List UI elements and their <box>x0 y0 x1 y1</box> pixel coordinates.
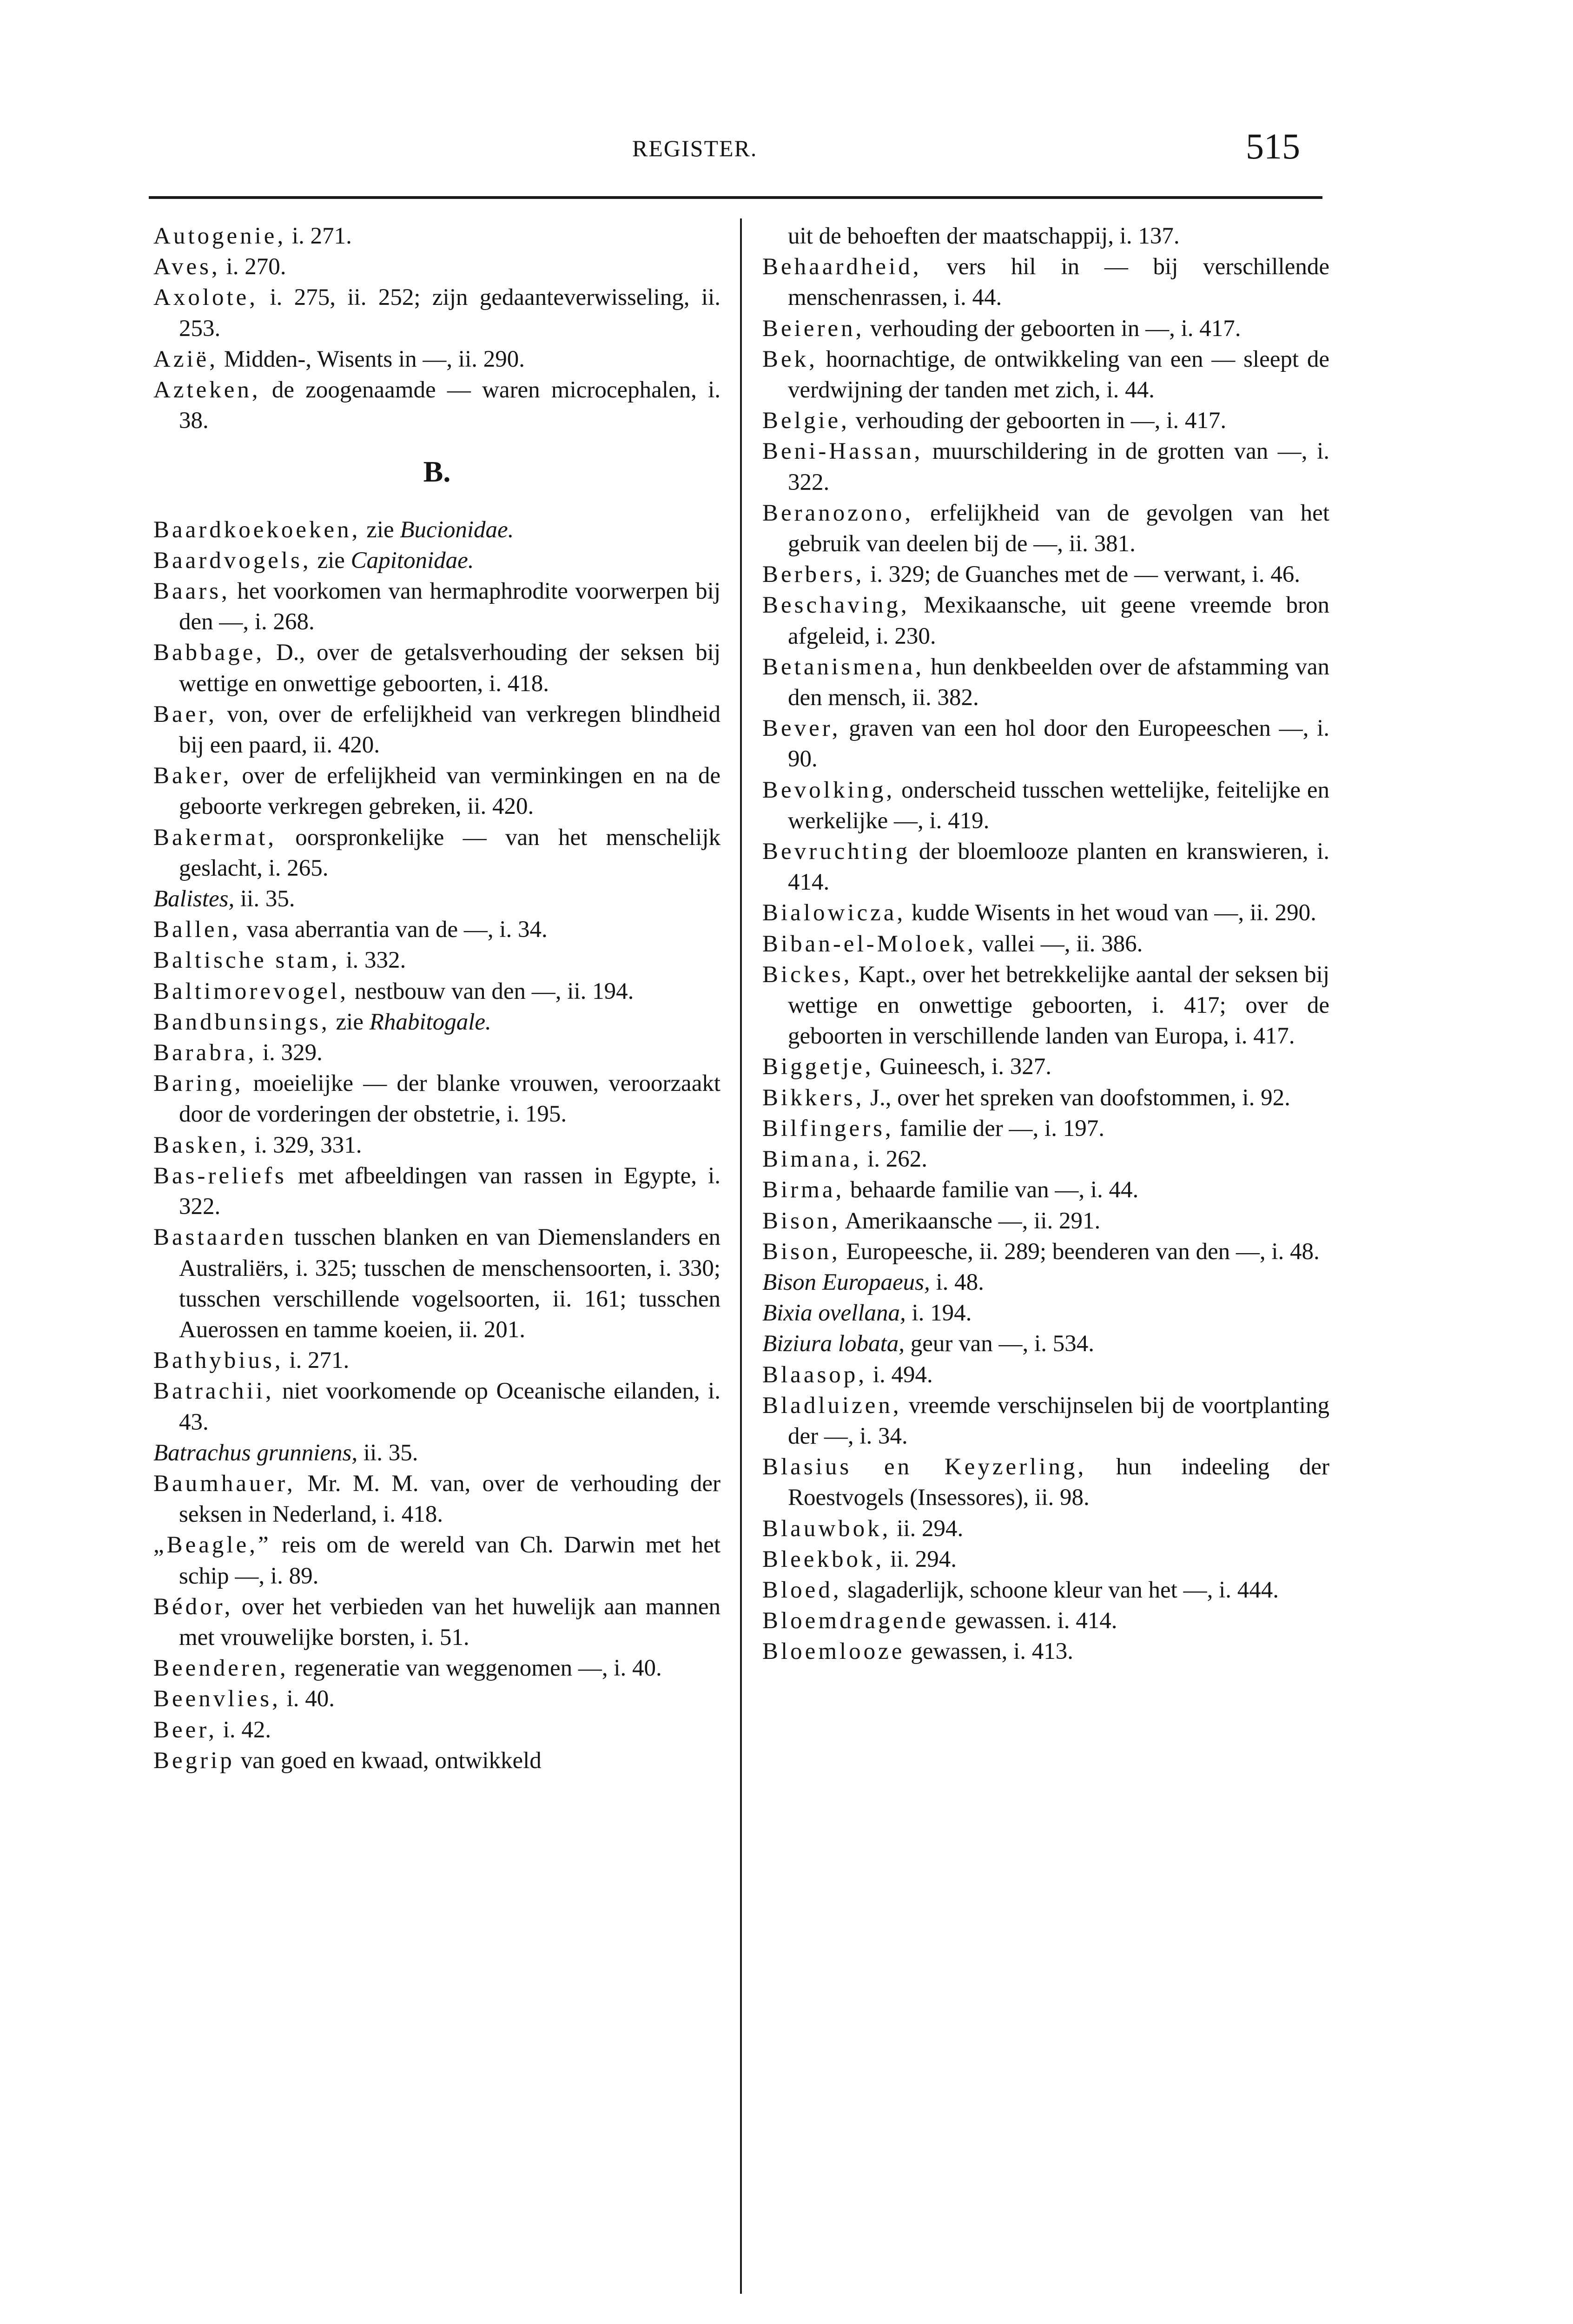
index-entry <box>153 375 720 436</box>
index-entry <box>762 1144 1329 1175</box>
entry-headword: Bison, <box>762 1238 840 1265</box>
index-entry <box>153 221 720 251</box>
entry-text: regeneratie van weggenomen —, i. 40. <box>288 1655 662 1682</box>
entry-text: i. 48. <box>930 1269 984 1295</box>
entry-text: nestbouw van den —, ii. 194. <box>349 978 634 1004</box>
entry-text: Guineesch, i. 327. <box>873 1054 1051 1080</box>
index-entry <box>762 436 1329 497</box>
index-entry <box>153 1130 720 1161</box>
entry-headword: Beenderen, <box>153 1655 289 1682</box>
entry-headword: Betanismena, <box>762 654 925 680</box>
index-entry <box>153 1684 720 1714</box>
entry-headword: Azië, <box>153 346 218 372</box>
entry-text: hoornachtige, de ontwikkeling van een — sleept de verdwijning der tanden met zich, i. 44. <box>788 346 1329 403</box>
entry-text: over de erfelijkheid van verminkingen en na de geboorte verkregen gebreken, ii. 420. <box>179 763 720 820</box>
entry-headword: Begrip <box>153 1747 235 1774</box>
entry-headword: Bladluizen, <box>762 1392 902 1419</box>
index-entry <box>153 1653 720 1684</box>
entry-text: ii. 35. <box>357 1439 418 1466</box>
entry-headword: Ballen, <box>153 917 241 943</box>
index-entry <box>153 515 720 545</box>
index-entry <box>762 1328 1329 1359</box>
entry-headword: Barabra, <box>153 1040 257 1066</box>
entry-headword: Belgie, <box>762 408 850 434</box>
index-entry <box>762 1360 1329 1390</box>
entry-text: oorspronkelijke — van het menschelijk geslacht, i. 265. <box>179 824 720 881</box>
index-entry <box>762 1513 1329 1544</box>
entry-text: gewassen. i. 414. <box>948 1608 1117 1634</box>
index-entry <box>762 1083 1329 1113</box>
running-title: REGISTER. <box>632 135 758 161</box>
index-entry <box>762 1236 1329 1267</box>
entry-text: met afbeeldingen van rassen in Egypte, i. 322. <box>179 1162 720 1220</box>
entry-text: vasa aberrantia van de —, i. 34. <box>240 917 548 943</box>
entry-text: J., over het spreken van doofstommen, i. 92. <box>864 1084 1290 1111</box>
index-entry <box>153 976 720 1007</box>
index-entry <box>762 836 1329 898</box>
entry-headword: Bimana, <box>762 1146 862 1173</box>
column-divider <box>740 218 742 2294</box>
entry-text: Kapt., over het betrekkelijke aantal der seksen bij wettige en onwettige geboorten, i. 417; over de geboorten in verschillende landen van Europa, i. 417. <box>788 961 1329 1050</box>
entry-reference: Bucionidae. <box>400 516 514 543</box>
entry-text: onderscheid tusschen wettelijke, feitelijke en werkelijke —, i. 419. <box>788 777 1329 834</box>
index-entry <box>153 1161 720 1222</box>
entry-text: i. 329, 331. <box>248 1132 362 1158</box>
index-entry <box>762 652 1329 713</box>
entry-text: behaarde familie van —, i. 44. <box>844 1177 1139 1203</box>
index-entry <box>153 1007 720 1037</box>
index-entry <box>153 1591 720 1653</box>
index-entry <box>762 898 1329 928</box>
index-entry <box>762 775 1329 836</box>
index-entry <box>153 1715 720 1745</box>
entry-headword: Baring, <box>153 1070 244 1097</box>
index-entry <box>762 1298 1329 1328</box>
index-entry <box>153 1438 720 1468</box>
index-entry <box>762 498 1329 559</box>
index-entry <box>153 282 720 343</box>
entry-text: i. 332. <box>340 947 406 974</box>
entry-headword: Blaasop, <box>762 1361 867 1388</box>
entry-text: ii. 35. <box>234 886 295 912</box>
entry-text: von, over de erfelijkheid van verkregen blindheid bij een paard, ii. 420. <box>179 701 720 759</box>
entry-headword: Baars, <box>153 578 230 605</box>
entry-text: ii. 294. <box>891 1515 964 1542</box>
entry-text: i. 40. <box>280 1686 335 1712</box>
index-entry <box>153 760 720 822</box>
index-entry <box>153 884 720 914</box>
entry-reference: Rhabitogale. <box>369 1009 491 1035</box>
entry-text: Mexikaansche, uit geene vreemde bron afgeleid, i. 230. <box>788 592 1329 649</box>
entry-headword: Bastaarden <box>153 1224 287 1251</box>
entry-headword-italic: Biziura lobata, <box>762 1331 905 1357</box>
entry-text: hun indeeling der Roestvogels (Insessores), ii. 98. <box>788 1454 1329 1511</box>
entry-headword: Berbers, <box>762 561 865 588</box>
index-entry <box>762 1113 1329 1144</box>
entry-headword: Behaardheid, <box>762 254 922 280</box>
entry-text: Europeesche, ii. 289; beenderen van den —, i. 48. <box>840 1238 1320 1265</box>
entry-headword: Bickes, <box>762 961 853 988</box>
index-entry <box>153 1468 720 1530</box>
entry-headword: Baardvogels, <box>153 547 311 574</box>
entry-headword: Bas-reliefs <box>153 1162 287 1189</box>
index-entry <box>153 251 720 282</box>
index-entry <box>153 637 720 699</box>
entry-text: zie <box>330 1009 370 1035</box>
entry-text: verhouding der geboorten in —, i. 417. <box>864 315 1241 342</box>
entry-headword: Baer, <box>153 701 217 727</box>
entry-text: de zoogenaamde — waren microcephalen, i. 38. <box>179 377 720 434</box>
entry-text: geur van —, i. 534. <box>905 1331 1094 1357</box>
entry-text: kudde Wisents in het woud van —, ii. 290. <box>905 900 1316 926</box>
page-header <box>0 125 1573 181</box>
entry-headword: Babbage, <box>153 640 265 666</box>
entry-headword: Birma, <box>762 1177 845 1203</box>
entry-headword: Basken, <box>153 1132 249 1158</box>
index-entry <box>153 914 720 945</box>
entry-text: verhouding der geboorten in —, i. 417. <box>849 408 1227 434</box>
index-entry <box>762 929 1329 959</box>
header-rule <box>149 196 1322 199</box>
entry-text: D., over de getalsverhouding der seksen bij wettige en onwettige geboorten, i. 418. <box>179 640 720 697</box>
entry-text: i. 275, ii. 252; zijn gedaanteverwisseling, ii. 253. <box>179 284 720 342</box>
index-entry <box>762 405 1329 436</box>
entry-headword: Beenvlies, <box>153 1686 281 1712</box>
entry-text: der bloemlooze planten en kranswieren, i. 414. <box>788 838 1329 896</box>
index-entry <box>762 1636 1329 1667</box>
index-entry <box>762 1051 1329 1082</box>
index-entry <box>762 959 1329 1052</box>
entry-text: erfelijkheid van de gevolgen van het gebruik van deelen bij de —, ii. 381. <box>788 500 1329 557</box>
index-entry <box>153 576 720 637</box>
entry-headword-italic: Bixia ovellana, <box>762 1300 906 1327</box>
entry-headword: „Beagle,” <box>153 1532 271 1558</box>
entry-headword: Bloed, <box>762 1577 842 1603</box>
index-entry <box>762 1175 1329 1205</box>
entry-headword: Baltimorevogel, <box>153 978 349 1004</box>
index-entry <box>762 590 1329 651</box>
entry-text: zie <box>360 516 400 543</box>
entry-headword: Beranozono, <box>762 500 914 526</box>
entry-text: familie der —, i. 197. <box>893 1115 1104 1142</box>
index-entry <box>153 699 720 760</box>
index-entry <box>762 1390 1329 1452</box>
entry-headword: Beer, <box>153 1717 217 1743</box>
entry-text: Mr. M. M. van, over de verhouding der seksen in Nederland, i. 418. <box>179 1470 720 1528</box>
entry-text: i. 271. <box>286 223 352 249</box>
entry-headword: Bek, <box>762 346 818 372</box>
index-entry <box>153 344 720 375</box>
entry-reference: Capitonidae. <box>350 547 474 574</box>
entry-text: vreemde verschijnselen bij de voortplanting der —, i. 34. <box>788 1392 1329 1449</box>
entry-text: uit de behoeften der maatschappij, i. 137. <box>788 223 1180 249</box>
entry-text: Amerikaansche —, ii. 291. <box>840 1208 1101 1234</box>
entry-headword: Bilfingers, <box>762 1115 894 1142</box>
entry-headword: Bison, <box>762 1208 840 1234</box>
entry-text: moeielijke — der blanke vrouwen, veroorzaakt door de vorderingen der obstetrie, i. 195. <box>179 1070 720 1128</box>
index-entry <box>762 1605 1329 1636</box>
page-number: 515 <box>1246 126 1300 166</box>
index-entry <box>762 1544 1329 1575</box>
entry-headword: Bloemdragende <box>762 1608 949 1634</box>
entry-headword: Beieren, <box>762 315 865 342</box>
entry-headword: Blasius en Keyzerling, <box>762 1454 1087 1480</box>
index-entry <box>153 545 720 576</box>
entry-text: i. 271. <box>283 1347 350 1374</box>
entry-text: i. 42. <box>217 1717 271 1743</box>
entry-headword: Blauwbok, <box>762 1515 891 1542</box>
right-column <box>762 221 1329 1667</box>
entry-headword: Bandbunsings, <box>153 1009 330 1035</box>
entry-text: hun denkbeelden over de afstamming van den mensch, ii. 382. <box>788 654 1329 711</box>
entry-headword: Baker, <box>153 763 232 789</box>
entry-headword: Beschaving, <box>762 592 910 619</box>
entry-headword: Bloemlooze <box>762 1638 905 1665</box>
entry-headword: Beni-Hassan, <box>762 438 923 465</box>
entry-text: i. 329. <box>257 1040 323 1066</box>
index-entry <box>762 1575 1329 1605</box>
index-entry <box>762 221 1329 251</box>
entry-headword: Bialowicza, <box>762 900 906 926</box>
entry-text: i. 329; de Guanches met de — verwant, i. 46. <box>864 561 1300 588</box>
entry-text: i. 194. <box>905 1300 972 1327</box>
index-entry <box>762 1206 1329 1236</box>
entry-headword: Baardkoekoeken, <box>153 516 361 543</box>
entry-headword-italic: Bison Europaeus, <box>762 1269 930 1295</box>
entry-headword: Biban-el-Moloek, <box>762 931 976 957</box>
entry-text: gewassen, i. 413. <box>905 1638 1074 1665</box>
entry-headword: Bathybius, <box>153 1347 284 1374</box>
entry-text: niet voorkomende op Oceanische eilanden, i. 43. <box>179 1378 720 1435</box>
entry-headword: Bakermat, <box>153 824 277 851</box>
entry-headword: Axolote, <box>153 284 258 311</box>
entry-text: i. 262. <box>861 1146 928 1173</box>
entry-headword: Bikkers, <box>762 1084 865 1111</box>
entry-headword-italic: Batrachus grunniens, <box>153 1439 358 1466</box>
index-entry <box>153 945 720 976</box>
entry-text: van goed en kwaad, ontwikkeld <box>234 1747 542 1774</box>
index-entry <box>762 313 1329 344</box>
entry-headword: Batrachii, <box>153 1378 274 1405</box>
index-entry <box>153 1530 720 1591</box>
index-entry <box>153 1068 720 1129</box>
entry-headword-italic: Balistes, <box>153 886 235 912</box>
entry-text: tusschen blanken en van Diemenslanders en Australiërs, i. 325; tusschen de menschensoorten, i. 330; tusschen verschillende vogelsoorten, ii. 161; tusschen Auerossen en tamme koeien, ii. 201. <box>179 1224 720 1343</box>
entry-text: Midden-, Wisents in —, ii. 290. <box>218 346 525 372</box>
index-entry <box>762 344 1329 405</box>
entry-text: i. 494. <box>867 1361 933 1388</box>
index-entry <box>153 1222 720 1345</box>
entry-text: ii. 294. <box>884 1546 957 1572</box>
entry-headword: Bleekbok, <box>762 1546 885 1572</box>
entry-headword: Bevolking, <box>762 777 895 803</box>
index-entry <box>762 713 1329 774</box>
index-entry <box>762 1267 1329 1298</box>
entry-headword: Azteken, <box>153 377 261 403</box>
index-entry <box>153 1376 720 1437</box>
entry-headword: Autogenie, <box>153 223 286 249</box>
entry-text: zie <box>311 547 351 574</box>
index-entry <box>153 1745 720 1776</box>
entry-headword: Baumhauer, <box>153 1470 296 1497</box>
index-entry <box>762 1452 1329 1513</box>
entry-text: het voorkomen van hermaphrodite voorwerpen bij den —, i. 268. <box>179 578 720 635</box>
entry-headword: Biggetje, <box>762 1054 874 1080</box>
entry-headword: Baltische stam, <box>153 947 340 974</box>
index-entry <box>762 559 1329 590</box>
entry-headword: Aves, <box>153 254 220 280</box>
index-entry <box>762 251 1329 313</box>
entry-text: vers hil in — bij verschillende menschenrassen, i. 44. <box>788 254 1329 311</box>
entry-text: slagaderlijk, schoone kleur van het —, i. 444. <box>841 1577 1279 1603</box>
section-letter: B. <box>423 455 451 489</box>
left-column <box>153 221 720 1776</box>
entry-text: graven van een hol door den Europeeschen —, i. 90. <box>788 715 1329 772</box>
entry-text: reis om de wereld van Ch. Darwin met het schip —, i. 89. <box>179 1532 720 1589</box>
index-entry <box>153 1345 720 1376</box>
entry-text: muurschildering in de grotten van —, i. 322. <box>788 438 1329 495</box>
entry-text: vallei —, ii. 386. <box>976 931 1143 957</box>
index-entry <box>153 822 720 884</box>
entry-text: i. 270. <box>220 254 286 280</box>
entry-text: over het verbieden van het huwelijk aan mannen met vrouwelijke borsten, i. 51. <box>179 1593 720 1651</box>
entry-headword: Bever, <box>762 715 841 742</box>
entry-headword: Bevruchting <box>762 838 911 865</box>
index-entry <box>153 1037 720 1068</box>
entry-headword: Bédor, <box>153 1593 233 1620</box>
